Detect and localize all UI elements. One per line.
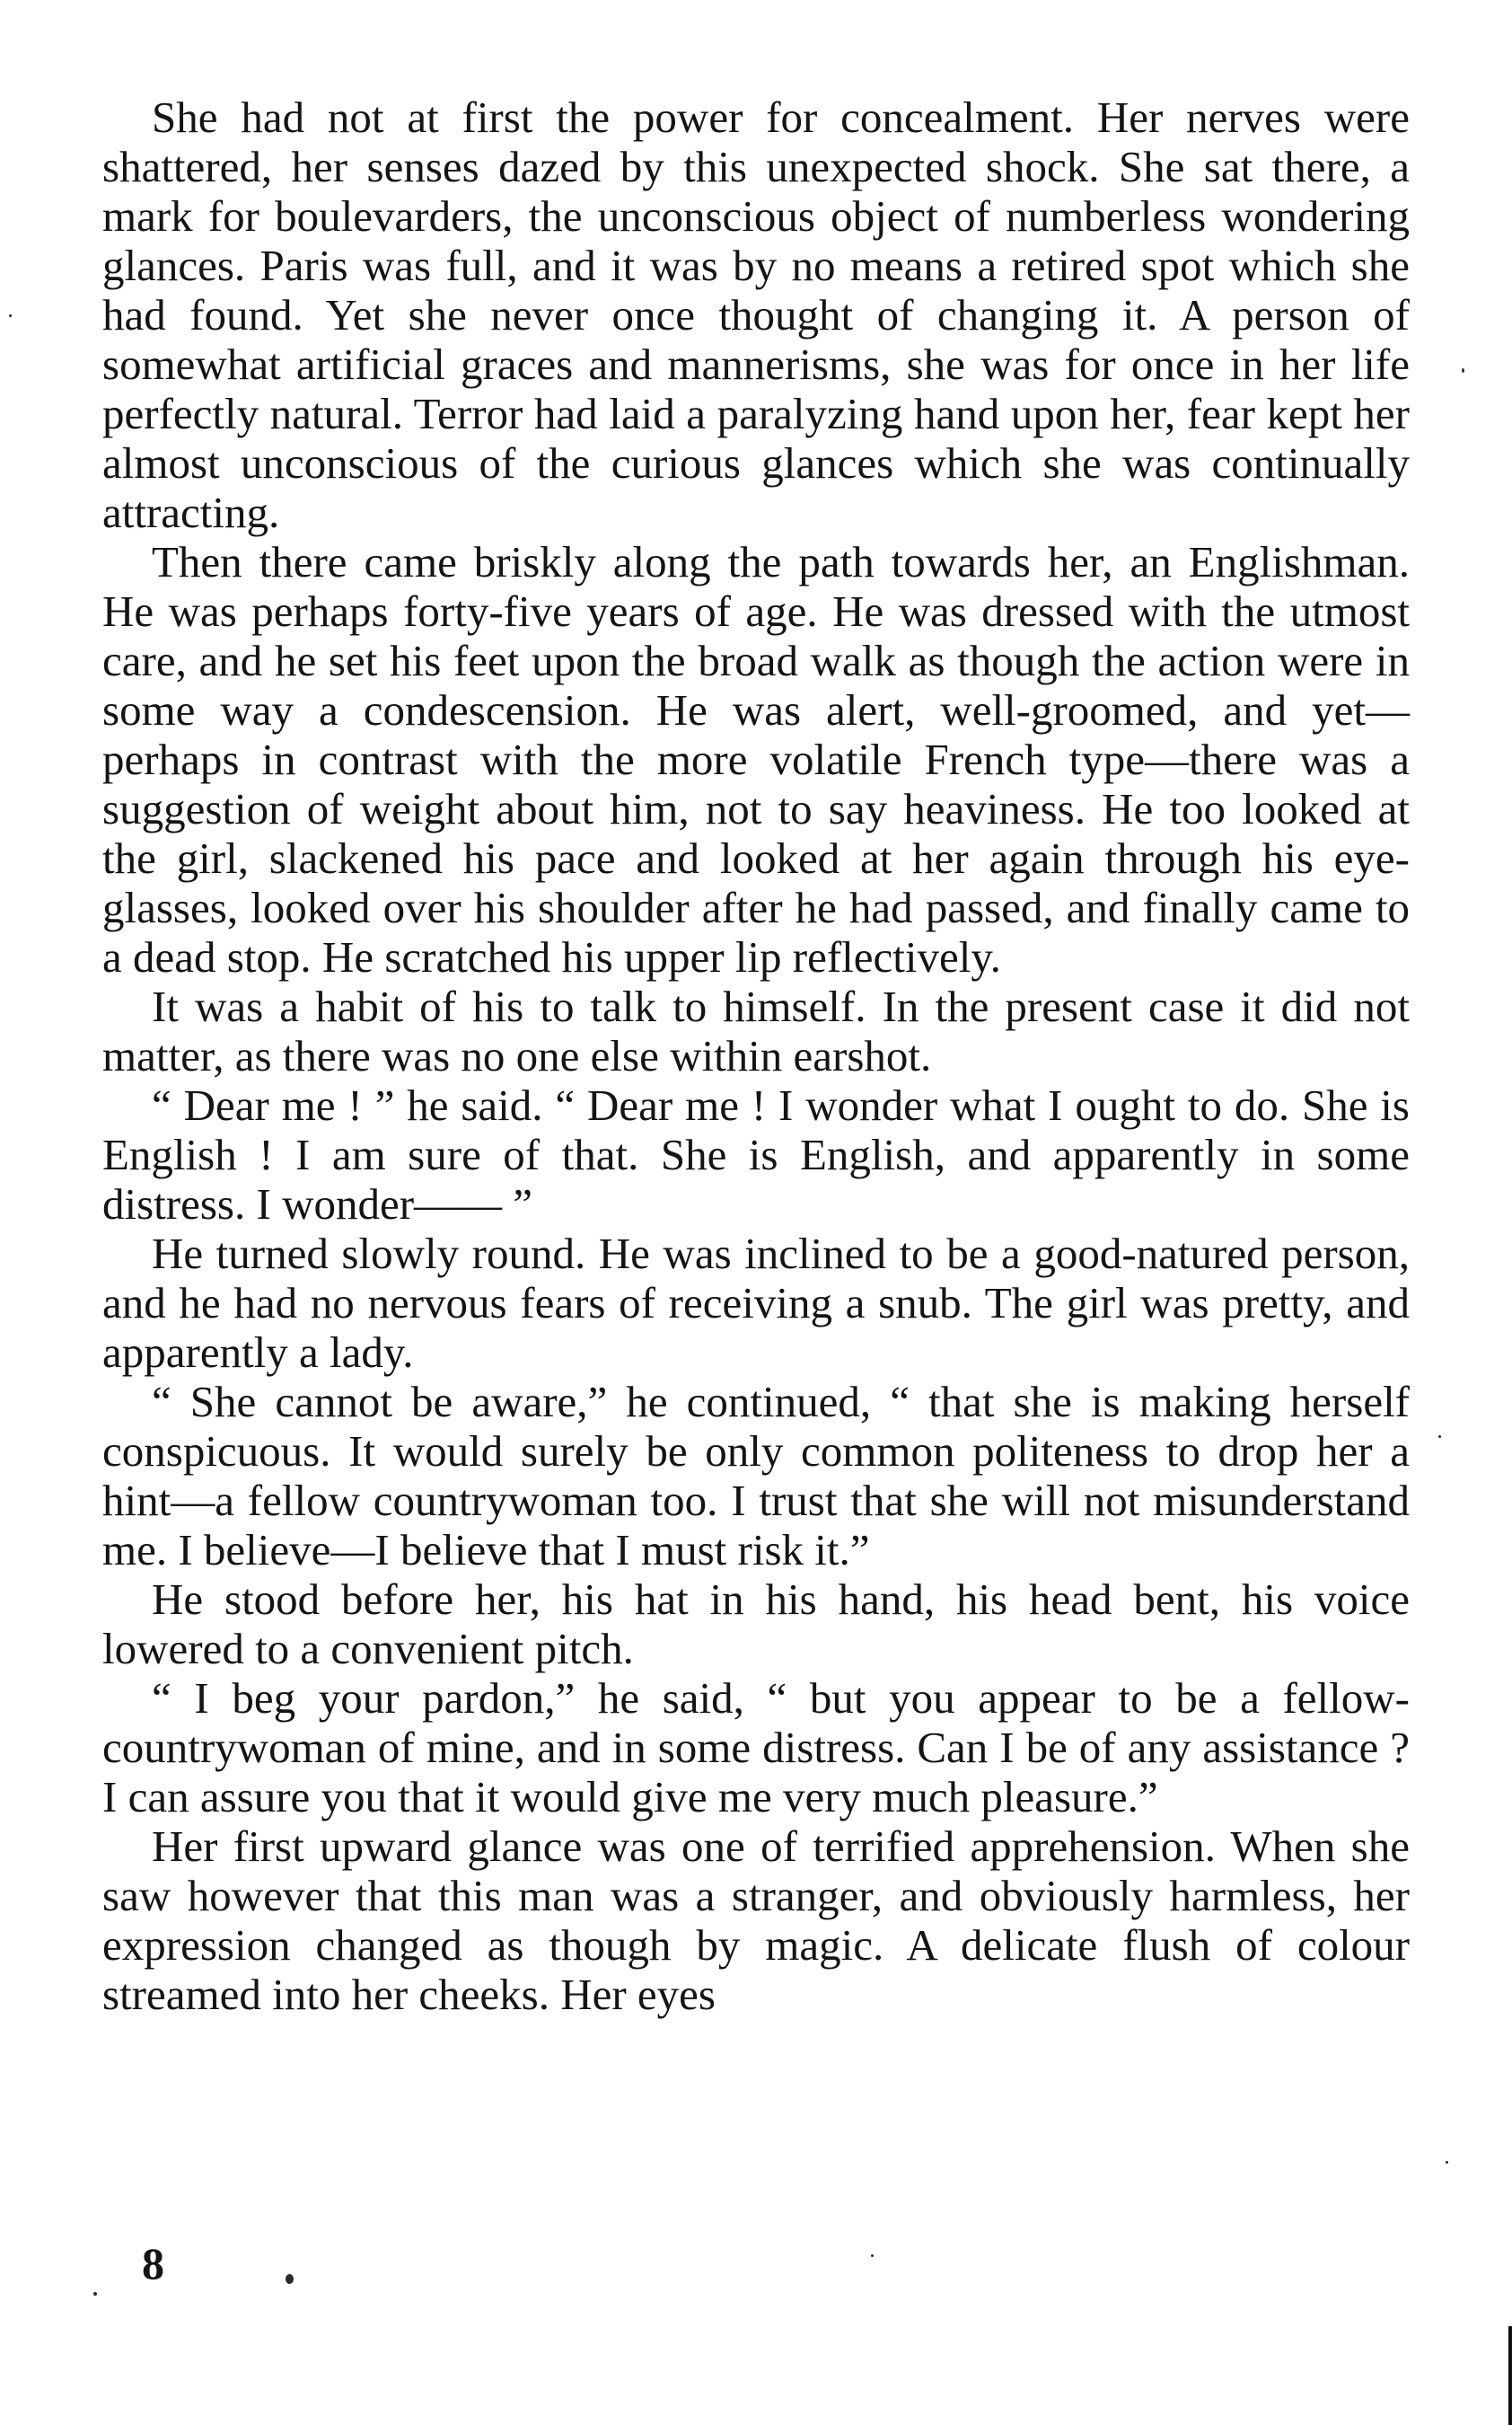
paragraph-3: It was a habit of his to talk to himself. In the present case it did not matter, as there was no one else within earshot. — [102, 982, 1410, 1080]
paragraph-9: Her first upward glance was one of terrified apprehension. When she saw however that this man was a stranger, and obviously harmless, her expression changed as though by magic. A delicate flush of colour streamed into her cheeks. Her eyes — [102, 1821, 1410, 2019]
ink-speck — [93, 2292, 97, 2296]
paragraph-6: “ She cannot be aware,” he continued, “ that she is making herself conspicuous. It would surely be only common politeness to drop her a hint—a fellow countrywoman too. I trust that she will not misunderstand me. I believe—I believe that I must risk it.” — [102, 1377, 1410, 1574]
ink-speck — [286, 2274, 294, 2284]
paragraph-8: “ I beg your pardon,” he said, “ but you appear to be a fellow-countrywoman of mine, and in some distress. Can I be of any assistance ? I can assure you that it would give me very much pleasure.” — [102, 1673, 1410, 1821]
page-number: 8 — [142, 2238, 164, 2288]
paragraph-5: He turned slowly round. He was inclined to be a good-natured person, and he had no nervous fears of receiving a snub. The girl was pretty, and apparently a lady. — [102, 1229, 1410, 1377]
paragraph-7: He stood before her, his hat in his hand, his head bent, his voice lowered to a convenient pitch. — [102, 1574, 1410, 1673]
paragraph-4: “ Dear me ! ” he said. “ Dear me ! I wonder what I ought to do. She is English ! I am sure of that. She is English, and apparently in some distress. I wonder—— ” — [102, 1080, 1410, 1229]
ink-speck — [9, 314, 12, 317]
page-edge-shadow — [1508, 2326, 1512, 2425]
ink-speck — [871, 2254, 874, 2257]
ink-speck — [1446, 2161, 1448, 2164]
ink-speck — [1462, 368, 1464, 373]
paragraph-1: She had not at first the power for concealment. Her nerves were shattered, her senses dazed by this unexpected shock. She sat there, a mark for boulevarders, the unconscious object of numberless wondering glances. Paris was full, and it was by no means a retired spot which she had found. Yet she never once thought of changing it. A person of somewhat artificial graces and mannerisms, she was for once in her life perfectly natural. Terror had laid a paralyzing hand upon her, fear kept her almost unconscious of the curious glances which she was continually attracting. — [102, 93, 1410, 537]
body-text — [102, 93, 1410, 2019]
paragraph-2: Then there came briskly along the path towards her, an Englishman. He was perhaps forty-five years of age. He was dressed with the utmost care, and he set his feet upon the broad walk as though the action were in some way a condescension. He was alert, well-groomed, and yet—perhaps in contrast with the more volatile French type—there was a suggestion of weight about him, not to say heaviness. He too looked at the girl, slackened his pace and looked at her again through his eye-glasses, looked over his shoulder after he had passed, and finally came to a dead stop. He scratched his upper lip reflectively. — [102, 537, 1410, 982]
ink-speck — [1438, 1435, 1441, 1438]
